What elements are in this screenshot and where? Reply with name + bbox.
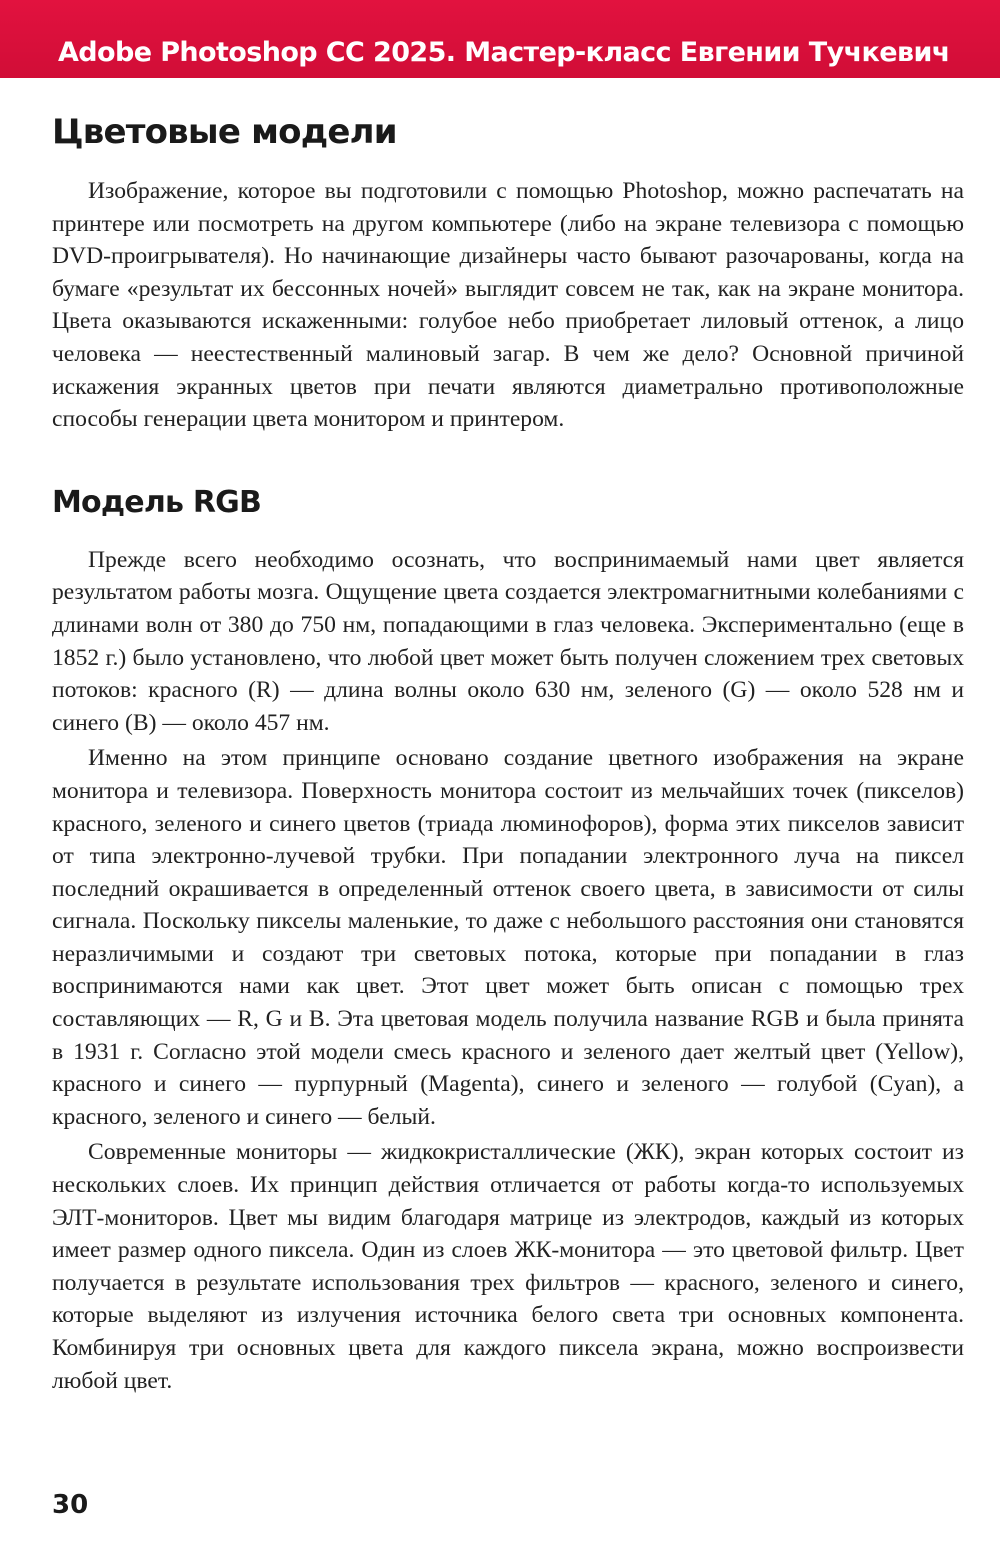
paragraph: Современные мониторы — жидкокристаллические (ЖК), экран которых состоит из нескольких слоев. Их принцип действия отличается от работы когда-то используемых ЭЛТ-мониторов. Цвет мы видим благодаря матрице из электродов, каждый из которых имеет размер одного пиксела. Один из слоев ЖК-монитора — это цветовой фильтр. Цвет получается в результате использования трех фильтров — красного, зеленого и синего, которые выделяют из излучения источника белого света три основных компонента. Комбинируя три основных цвета для каждого пиксела экрана, можно воспроизвести любой цвет. [52, 1139, 964, 1394]
section-title-color-models: Цветовые модели [52, 112, 397, 152]
paragraph: Именно на этом принципе основано создание цветного изображения на экране монитора и телевизора. Поверхность монитора состоит из мельчайших точек (пикселов) красного, зеленого и синего цветов (триада люминофоров), форма этих пикселов зависит от типа электронно-лучевой трубки. При попадании электронного луча на пиксел последний окрашивается в определенный оттенок своего цвета, в зависимости от силы сигнала. Поскольку пикселы маленькие, то даже с небольшого расстояния они становятся неразличимыми и создают три световых потока, которые при попадании в глаз воспринимаются нами как цвет. Этот цвет может быть описан с помощью трех составляющих — R, G и B. Эта цветовая модель получила название RGB и была принята в 1931 г. Согласно этой модели смесь красного и зеленого дает желтый цвет (Yellow), красного и синего — пурпурный (Magenta), синего и зеленого — голубой (Cyan), а красного, зеленого и синего — белый. [52, 745, 964, 1130]
header-band [0, 0, 1000, 78]
page-content [52, 108, 964, 1397]
book-title: Adobe Photoshop CC 2025. Мастер-класс Евгении Тучкевич [58, 37, 950, 68]
paragraph: Изображение, которое вы подготовили с помощью Photoshop, можно распечатать на принтере или посмотреть на другом компьютере (либо на экране телевизора с помощью DVD-проигрывателя). Но начинающие дизайнеры часто бывают разочарованы, когда на бумаге «результат их бессонных ночей» выглядит совсем не так, как на экране монитора. Цвета оказываются искаженными: голубое небо приобретает лиловый оттенок, а лицо человека — неестественный малиновый загар. В чем же дело? Основной причиной искажения экранных цветов при печати являются диаметрально противоположные способы генерации цвета монитором и принтером. [52, 178, 964, 433]
page-number: 30 [52, 1490, 89, 1520]
section-title-rgb-model: Модель RGB [52, 484, 262, 520]
paragraph: Прежде всего необходимо осознать, что воспринимаемый нами цвет является результатом работы мозга. Ощущение цвета создается электромагнитными колебаниями с длинами волн от 380 до 750 нм, попадающими в глаз человека. Экспериментально (еще в 1852 г.) было установлено, что любой цвет может быть получен сложением трех световых потоков: красного (R) — длина волны около 630 нм, зеленого (G) — около 528 нм и синего (B) — около 457 нм. [52, 546, 964, 736]
